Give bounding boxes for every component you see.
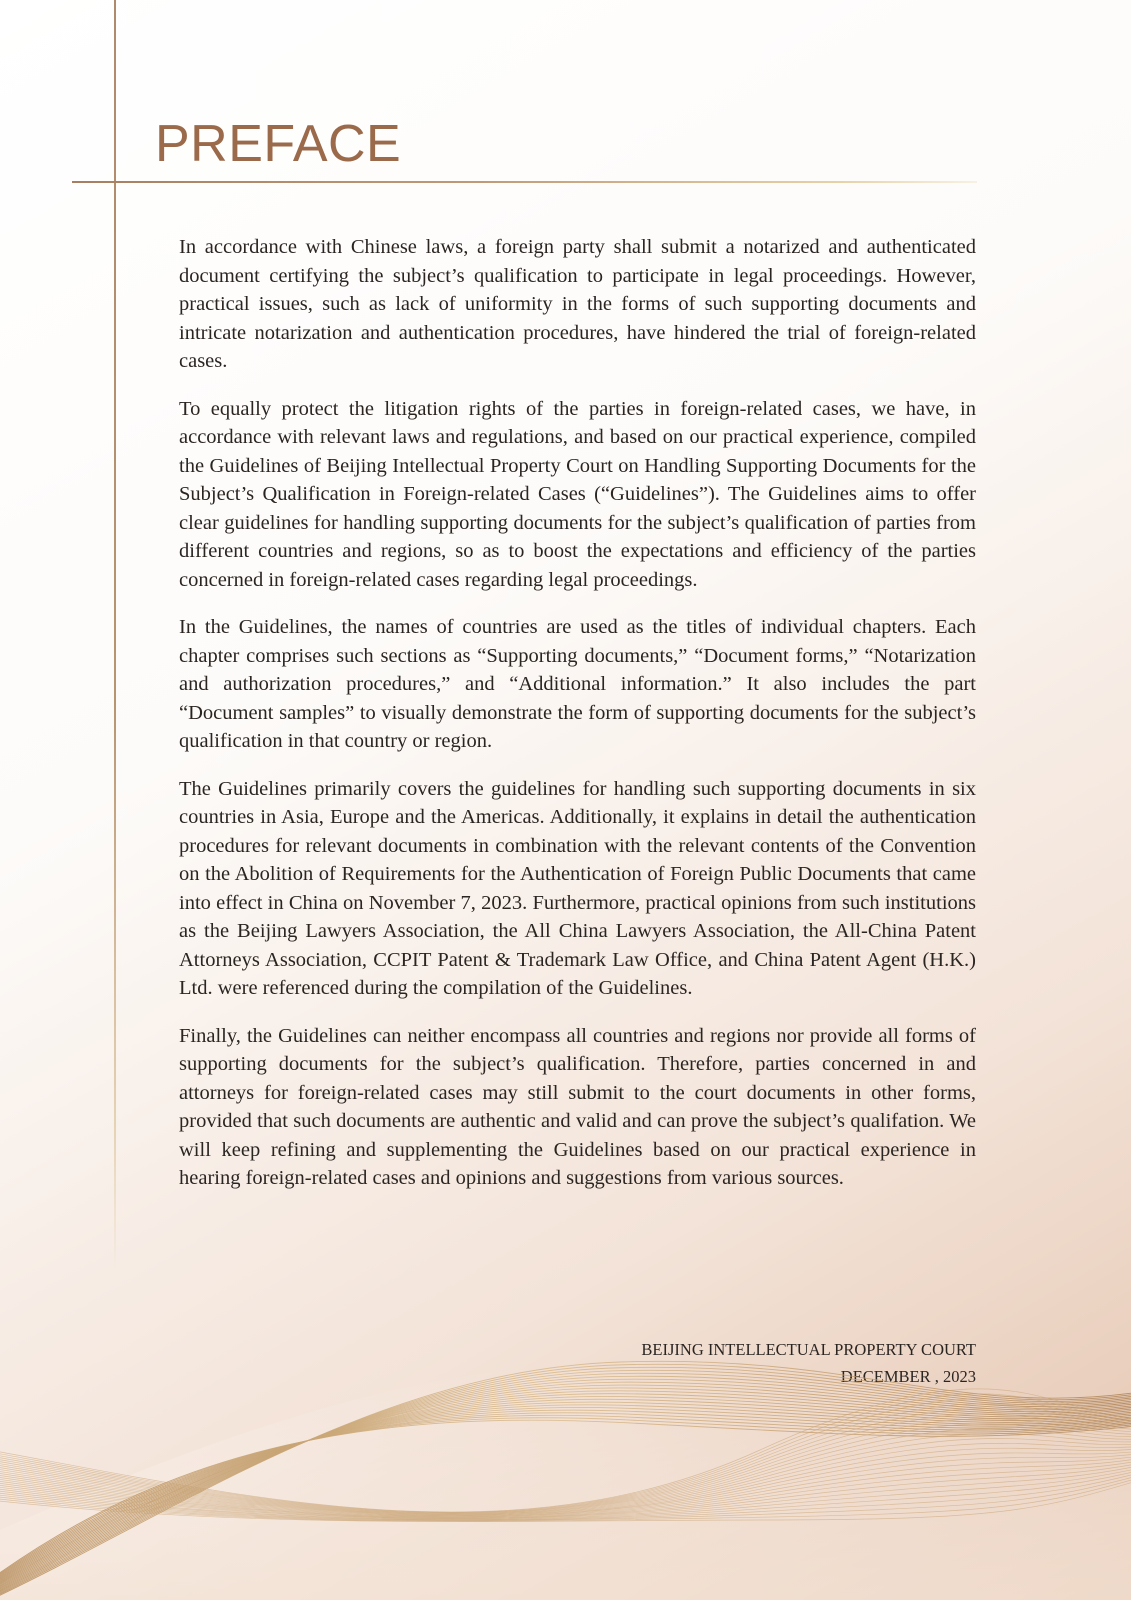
paragraph-4: The Guidelines primarily covers the guidelines for handling such supporting documents in six countries in Asia, Europe and the Americas. Additionally, it explains in detail the authentication procedures for relevant documents in combination with the relevant contents of the Convention on the Abolition of Requirements for the Authentication of Foreign Public Documents that came into effect in China on November 7, 2023. Furthermore, practical opinions from such institutions as the Beijing Lawyers Association, the All China Lawyers Association, the All-China Patent Attorneys Association, CCPIT Patent & Trademark Law Office, and China Patent Agent (H.K.) Ltd. were referenced during the compilation of the Guidelines. (179, 777, 976, 999)
vertical-decorative-rule (114, 0, 116, 1272)
page-title: PREFACE (155, 115, 402, 173)
paragraph-3: In the Guidelines, the names of countries are used as the titles of individual chapters. Each chapter comprises such sections as “Supporting documents,” “Document forms,” “Notarization and authorization procedures,” and “Additional information.” It also includes the part “Document samples” to visually demonstrate the form of supporting documents for the subject’s qualification in that country or region. (179, 616, 976, 752)
paragraph-5: Finally, the Guidelines can neither encompass all countries and regions nor provide all forms of supporting documents for the subject’s qualification. Therefore, parties concerned in and attorneys for foreign-related cases may still submit to the court documents in other forms, provided that such documents are authentic and valid and can prove the subject’s qualifation. We will keep refining and supplementing the Guidelines based on our practical experience in hearing foreign-related cases and opinions and suggestions from various sources. (179, 1024, 976, 1189)
signature-organization: BEIJING INTELLECTUAL PROPERTY COURT (641, 1340, 976, 1359)
horizontal-decorative-rule (72, 181, 977, 183)
paragraph-1: In accordance with Chinese laws, a foreign party shall submit a notarized and authenticated document certifying the subject’s qualification to participate in legal proceedings. However, practical issues, such as lack of uniformity in the forms of such supporting documents and intricate notarization and authentication procedures, have hindered the trial of foreign-related cases. (179, 236, 976, 372)
decorative-wave-lines (0, 1300, 1131, 1600)
preface-body (179, 233, 976, 1212)
paragraph-2: To equally protect the litigation rights of the parties in foreign-related cases, we have, in accordance with relevant laws and regulations, and based on our practical experience, compiled the Guidelines of Beijing Intellectual Property Court on Handling Supporting Documents for the Subject’s Qualification in Foreign-related Cases (“Guidelines”). The Guidelines aims to offer clear guidelines for handling supporting documents for the subject’s qualification of parties from different countries and regions, so as to boost the expectations and efficiency of the parties concerned in foreign-related cases regarding legal proceedings. (179, 397, 976, 591)
signature-date: DECEMBER , 2023 (840, 1367, 976, 1386)
